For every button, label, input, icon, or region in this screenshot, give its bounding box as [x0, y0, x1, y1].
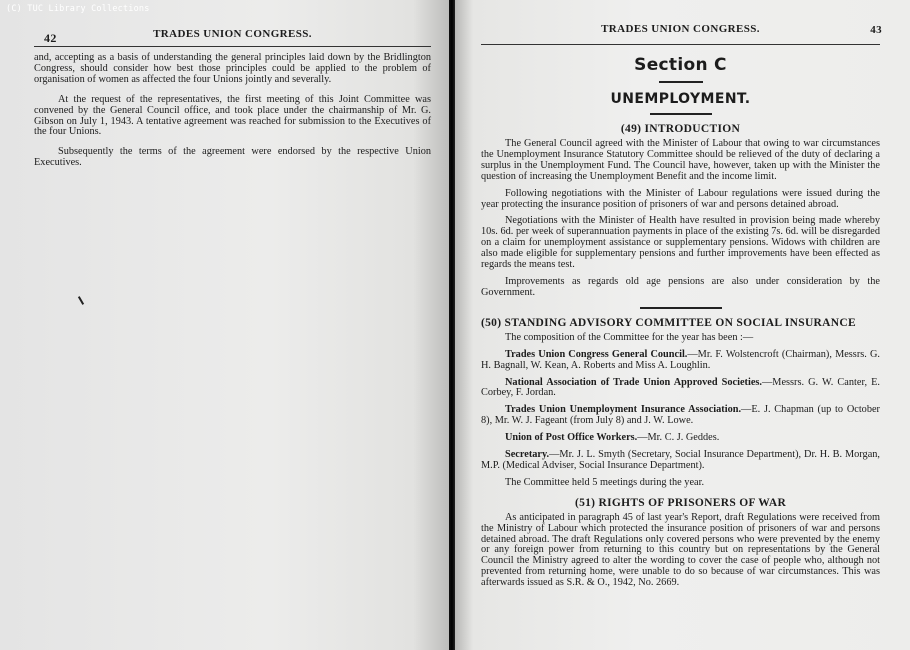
member-row — [481, 378, 880, 400]
member-body: Trades Union Unemployment Insurance Association. — [505, 404, 742, 416]
right-page-number: 43 — [870, 24, 882, 36]
member-row — [481, 350, 880, 372]
intro-paragraph-2: Following negotiations with the Minister of Labour regulations were issued during the year protecting the insurance position of prisoners of war and persons detained abroad. — [481, 187, 880, 210]
member-row — [481, 433, 880, 444]
member-row — [481, 405, 880, 427]
left-running-head-title: TRADES UNION CONGRESS. — [153, 28, 312, 40]
member-names: —Mr. J. L. Smyth (Secretary, Social Insurance Department), Dr. H. B. Morgan, M.P. (Medical Adviser, Social Insurance Department). — [481, 449, 880, 471]
left-running-header — [34, 20, 431, 46]
member-body: National Association of Trade Union Approved Societies. — [505, 376, 762, 388]
main-heading: UNEMPLOYMENT. — [610, 91, 751, 107]
right-header-rule — [481, 44, 880, 45]
main-heading-divider — [650, 113, 712, 115]
left-header-rule — [34, 46, 431, 47]
advisory-heading: (50) STANDING ADVISORY COMMITTEE ON SOCIAL INSURANCE — [481, 316, 856, 329]
advisory-divider — [640, 307, 722, 309]
member-names: —E. J. Chapman (up to October 8), Mr. W. J. Fageant (from July 8) and J. W. Lowe. — [481, 404, 880, 427]
intro-paragraph-3: Negotiations with the Minister of Health have resulted in provision being made whereby 10s. 6d. per week of superannuation payments in place of the existing 7s. 6d. will be disregarded on a claim for unemployment assistance or supplementary pensions. Widows with children are also made eligible for supplementary pensions and further improvements have been effected as regards the means test. — [481, 215, 880, 271]
member-names: —Messrs. G. W. Canter, E. Corbey, F. Jordan. — [481, 376, 880, 399]
left-paragraph-1: and, accepting as a basis of understanding the general principles laid down by the Bridlington Congress, should consider how best those principles could be applied to the problem of organisation of women as affected the four Unions jointly and severally. — [34, 52, 431, 85]
right-running-head-title: TRADES UNION CONGRESS. — [601, 23, 760, 35]
left-page — [0, 0, 449, 650]
section-divider — [659, 81, 703, 83]
right-page — [455, 0, 910, 650]
member-body: Secretary. — [505, 449, 550, 461]
member-body: Trades Union Congress General Council. — [505, 348, 688, 360]
introduction-heading: (49) INTRODUCTION — [620, 123, 741, 135]
prisoners-paragraph: As anticipated in paragraph 45 of last year's Report, draft Regulations were received from the Ministry of Labour which protected the insurance position of prisoners of war and persons detained abroad. The draft Regulations only covered persons who were prevented by the enemy or any foreign power from returning to this country but on representations by the General Council the Ministry agreed to alter the wording to cover the case of people who, although not prevented from returning home, were unable to do so because of war circumstances. This was afterwards issued as S.R. & O., 1942, No. 2669. — [481, 511, 880, 589]
left-page-number: 42 — [44, 31, 57, 45]
intro-paragraph-4: Improvements as regards old age pensions are also under consideration by the Government. — [481, 275, 880, 298]
member-names: —Mr. F. Wolstencroft (Chairman), Messrs. G. H. Bagnall, W. Kean, A. Roberts and Miss A. Loughlin. — [481, 348, 880, 371]
advisory-meetings: The Committee held 5 meetings during the year. — [505, 476, 705, 488]
stray-mark — [78, 296, 84, 305]
intro-paragraph-1: The General Council agreed with the Minister of Labour that owing to war circumstances the Unemployment Insurance Statutory Committee should be relieved of the duty of declaring a surplus in the Unemployment Fund. The Council have, however, taken up with the Minister the question of increasing the Unemployment Benefit and the income limit. — [481, 138, 880, 182]
advisory-intro: The composition of the Committee for the year has been :— — [505, 331, 754, 343]
member-row — [481, 450, 880, 472]
left-paragraph-2: At the request of the representatives, the first meeting of this Joint Committee was convened by the General Council office, and took place under the chairmanship of Mr. G. Gibson on July 1, 1943. A tentative agreement was reached for submission to the Executives of the four Unions. — [34, 93, 431, 138]
left-paragraph-3: Subsequently the terms of the agreement were endorsed by the respective Union Executives. — [34, 146, 431, 169]
prisoners-heading: (51) RIGHTS OF PRISONERS OF WAR — [574, 496, 787, 509]
watermark: (C) TUC Library Collections — [6, 4, 150, 14]
section-title: Section C — [634, 55, 727, 75]
member-names: —Mr. C. J. Geddes. — [637, 432, 720, 444]
member-body: Union of Post Office Workers. — [505, 432, 638, 444]
right-running-header — [481, 18, 880, 44]
